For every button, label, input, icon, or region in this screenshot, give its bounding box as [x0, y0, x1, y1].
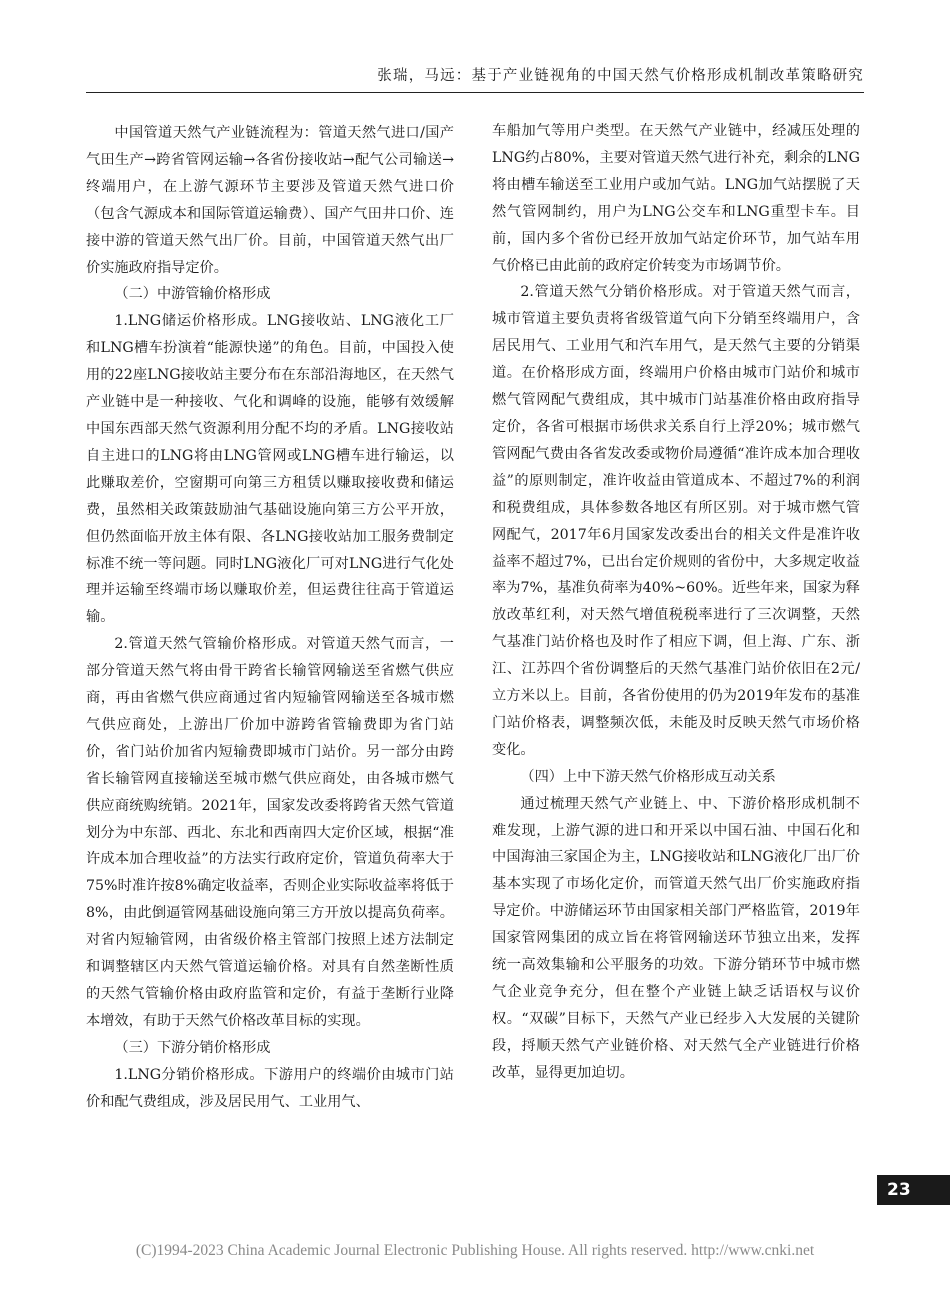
copyright-footer: (C)1994-2023 China Academic Journal Electronic Publishing House. All rights reserved. http://www.cnki.net: [135, 1242, 815, 1259]
section-heading: （二）中游管输价格形成: [114, 286, 271, 303]
paragraph: 2.管道天然气管输价格形成。对管道天然气而言，一部分管道天然气将由骨干跨省长输管网输送至省燃气供应商，再由省燃气供应商通过省内短输管网输送至各城市燃气供应商处，上游出厂价加中游跨省管输费即为省门站价，省门站价加省内短输费即城市门站价。另一部分由跨省长输管网直接输送至城市燃气供应商处，由各城市燃气供应商统购统销。2021年，国家发改委将跨省天然气管道划分为中东部、西北、东北和西南四大定价区域，根据“准许成本加合理收益”的方法实行政府定价，管道负荷率大于75%时准许按8%确定收益率，否则企业实际收益率将低于8%，由此倒逼管网基础设施向第三方开放以提高负荷率。对省内短输管网，由省级价格主管部门按照上述方法制定和调整辖区内天然气管道运输价格。对具有自然垄断性质的天然气管输价格由政府监管和定价，有益于垄断行业降本增效，有助于天然气价格改革目标的实现。: [86, 636, 454, 1029]
paragraph: 通过梳理天然气产业链上、中、下游价格形成机制不难发现，上游气源的进口和开采以中国石油、中国石化和中国海油三家国企为主，LNG接收站和LNG液化厂出厂价基本实现了市场化定价，而管道天然气出厂价实施政府指导定价。中游储运环节由国家相关部门严格监管，2019年国家管网集团的成立旨在将管网输送环节独立出来，发挥统一高效集输和公平服务的功效。下游分销环节中城市燃气企业竞争充分，但在整个产业链上缺乏话语权与议价权。“双碳”目标下，天然气产业已经步入大发展的关键阶段，捋顺天然气产业链价格、对天然气全产业链进行价格改革，显得更加迫切。: [492, 795, 860, 1081]
left-column: [86, 120, 454, 1116]
paragraph: 中国管道天然气产业链流程为：管道天然气进口/国产气田生产→跨省管网运输→各省份接收站→配气公司输送→终端用户，在上游气源环节主要涉及管道天然气进口价（包含气源成本和国际管道运输费）、国产气田井口价、连接中游的管道天然气出厂价。目前，中国管道天然气出厂价实施政府指导定价。: [86, 125, 454, 276]
section-heading: （四）上中下游天然气价格形成互动关系: [520, 768, 776, 785]
page-number: 23: [877, 1175, 950, 1205]
paragraph-continued: 车船加气等用户类型。在天然气产业链中，经减压处理的LNG约占80%，主要对管道天然气进行补充，剩余的LNG将由槽车输送至工业用户或加气站。LNG加气站摆脱了天然气管网制约，用户为LNG公交车和LNG重型卡车。目前，国内多个省份已经开放加气站定价环节，加气站车用气价格已由此前的政府定价转变为市场调节价。: [492, 123, 860, 274]
right-column: [492, 118, 860, 1087]
running-header: [86, 62, 864, 93]
paragraph: 1.LNG分销价格形成。下游用户的终端价由城市门站价和配气费组成，涉及居民用气、工业用气、: [86, 1066, 454, 1110]
section-heading: （三）下游分销价格形成: [114, 1039, 271, 1056]
running-title: 张瑞，马远：基于产业链视角的中国天然气价格形成机制改革策略研究: [377, 68, 864, 84]
paragraph: 1.LNG储运价格形成。LNG接收站、LNG液化工厂和LNG槽车扮演着“能源快递”的角色。目前，中国投入使用的22座LNG接收站主要分布在东部沿海地区，在天然气产业链中是一种接收、气化和调峰的设施，能够有效缓解中国东西部天然气资源利用分配不均的矛盾。LNG接收站自主进口的LNG将由LNG管网或LNG槽车进行输运，以此赚取差价，空窗期可向第三方租赁以赚取接收费和储运费，虽然相关政策鼓励油气基础设施向第三方公平开放，但仍然面临开放主体有限、各LNG接收站加工服务费制定标准不统一等问题。同时LNG液化厂可对LNG进行气化处理并运输至终端市场以赚取价差，但运费往往高于管道运输。: [86, 313, 454, 626]
paragraph: 2.管道天然气分销价格形成。对于管道天然气而言，城市管道主要负责将省级管道气向下分销至终端用户，含居民用气、工业用气和汽车用气，是天然气主要的分销渠道。在价格形成方面，终端用户价格由城市门站价和城市燃气管网配气费组成，其中城市门站基准价格由政府指导定价，各省可根据市场供求关系自行上浮20%；城市燃气管网配气费由各省发改委或物价局遵循“准许成本加合理收益”的原则制定，准许收益由管道成本、不超过7%的利润和税费组成，具体参数各地区有所区别。对于城市燃气管网配气，2017年6月国家发改委出台的相关文件是准许收益率不超过7%，已出台定价规则的省份中，大多规定收益率为7%，基准负荷率为40%~60%。近些年来，国家为释放改革红利，对天然气增值税税率进行了三次调整，天然气基准门站价格也及时作了相应下调，但上海、广东、浙江、江苏四个省份调整后的天然气基准门站价依旧在2元/立方米以上。目前，各省份使用的仍为2019年发布的基准门站价格表，调整频次低，未能及时反映天然气市场价格变化。: [492, 284, 860, 758]
